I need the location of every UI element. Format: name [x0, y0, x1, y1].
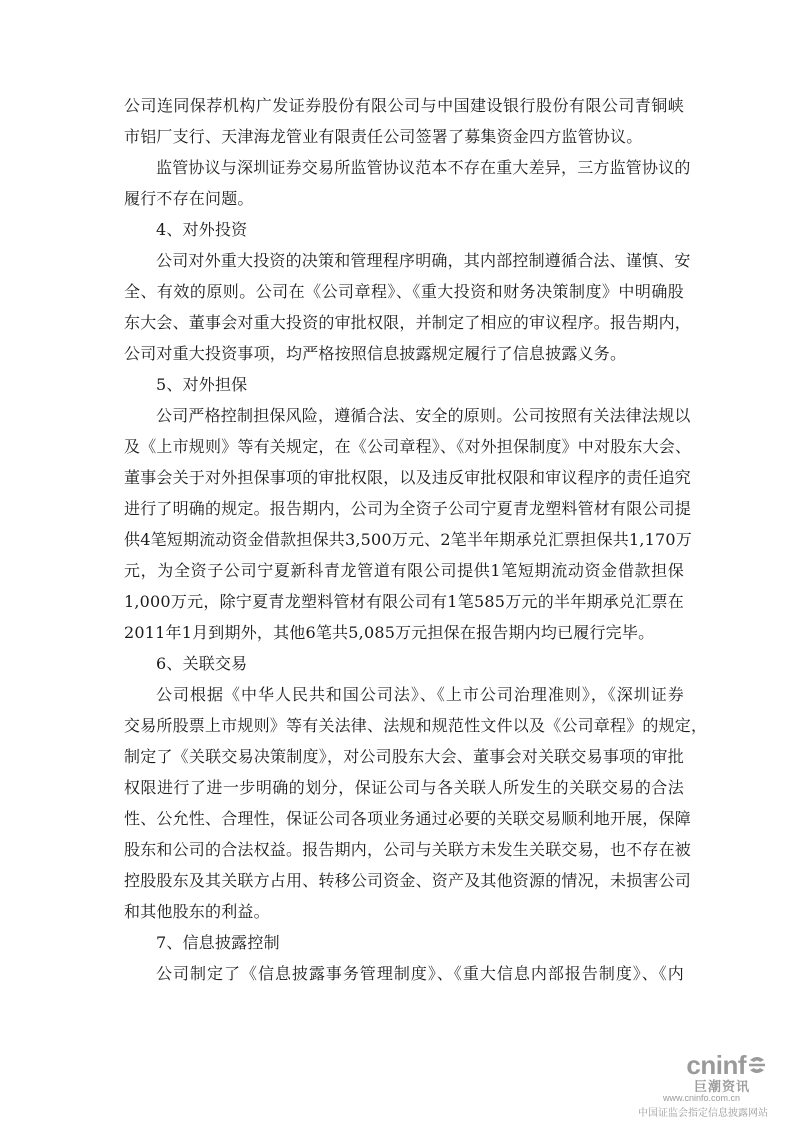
watermark-url: www.cninfo.com.cn: [662, 1093, 740, 1103]
text-line: 董事会关于对外担保事项的审批权限，以及违反审批权限和审议程序的责任追究: [124, 468, 692, 487]
text-line: 2011年1月到期外，其他6笔共5,085万元担保在报告期内均已履行完毕。: [124, 623, 655, 642]
text-line: 公司对外重大投资的决策和管理程序明确，其内部控制遵循合法、谨慎、安: [156, 251, 691, 270]
paragraph-lines: [124, 90, 708, 989]
text-line: 公司连同保荐机构广发证券股份有限公司与中国建设银行股份有限公司青铜峡: [124, 96, 684, 115]
text-line: 公司根据《中华人民共和国公司法》、《上市公司治理准则》，《深圳证券: [156, 685, 684, 704]
cninfo-logo-icon: [746, 1054, 768, 1076]
text-line: 东大会、董事会对重大投资的审批权限，并制定了相应的审议程序。报告期内，: [124, 313, 692, 332]
text-line: 和其他股东的利益。: [124, 902, 270, 921]
text-line: 元，为全资子公司宁夏新科青龙管道有限公司提供1笔短期流动资金借款担保: [124, 561, 684, 580]
text-line: 全、有效的原则。公司在《公司章程》、《重大投资和财务决策制度》中明确股: [124, 282, 684, 301]
text-line: 性、公允性、合理性，保证公司各项业务通过必要的关联交易顺利地开展，保障: [124, 809, 692, 828]
text-line: 监管协议与深圳证券交易所监管协议范本不存在重大差异，三方监管协议的: [156, 158, 691, 177]
text-line: 供4笔短期流动资金借款担保共3,500万元、2笔半年期承兑汇票担保共1,170万: [124, 530, 692, 549]
text-line: 公司制定了《信息披露事务管理制度》、《重大信息内部报告制度》、《内: [156, 964, 684, 983]
section-heading: 7、信息披露控制: [156, 933, 280, 952]
watermark-brand-cn: 巨潮资讯: [693, 1080, 750, 1095]
watermark-brand: cninf: [686, 1050, 746, 1080]
text-line: 股东和公司的合法权益。报告期内，公司与关联方未发生关联交易，也不存在被: [124, 840, 692, 859]
text-line: 控股股东及其关联方占用、转移公司资金、资产及其他资源的情况，未损害公司: [124, 871, 692, 890]
text-line: 公司对重大投资事项，均严格按照信息披露规定履行了信息披露义务。: [124, 344, 627, 363]
text-line: 权限进行了进一步明确的划分，保证公司与各关联人所发生的关联交易的合法: [124, 778, 684, 797]
section-heading: 5、对外担保: [156, 375, 248, 394]
text-line: 及《上市规则》等有关规定，在《公司章程》、《对外担保制度》中对股东大会、: [124, 437, 692, 456]
section-heading: 4、对外投资: [156, 220, 248, 239]
text-line: 公司严格控制担保风险，遵循合法、安全的原则。公司按照有关法律法规以: [156, 406, 691, 425]
text-line: 制定了《关联交易决策制度》，对公司股东大会、董事会对关联交易事项的审批: [124, 747, 684, 766]
document-body: [124, 90, 708, 989]
cninfo-watermark: [638, 1050, 768, 1120]
watermark-tagline: 中国证监会指定信息披露网站: [638, 1108, 768, 1119]
text-line: 交易所股票上市规则》等有关法律、法规和规范性文件以及《公司章程》的规定，: [124, 716, 708, 735]
text-line: 进行了明确的规定。报告期内，公司为全资子公司宁夏青龙塑料管材有限公司提: [124, 499, 692, 518]
text-line: 履行不存在问题。: [124, 189, 254, 208]
section-heading: 6、关联交易: [156, 654, 248, 673]
text-line: 1,000万元，除宁夏青龙塑料管材有限公司有1笔585万元的半年期承兑汇票在: [124, 592, 684, 611]
text-line: 市铝厂支行、天津海龙管业有限责任公司签署了募集资金四方监管协议。: [124, 127, 643, 146]
